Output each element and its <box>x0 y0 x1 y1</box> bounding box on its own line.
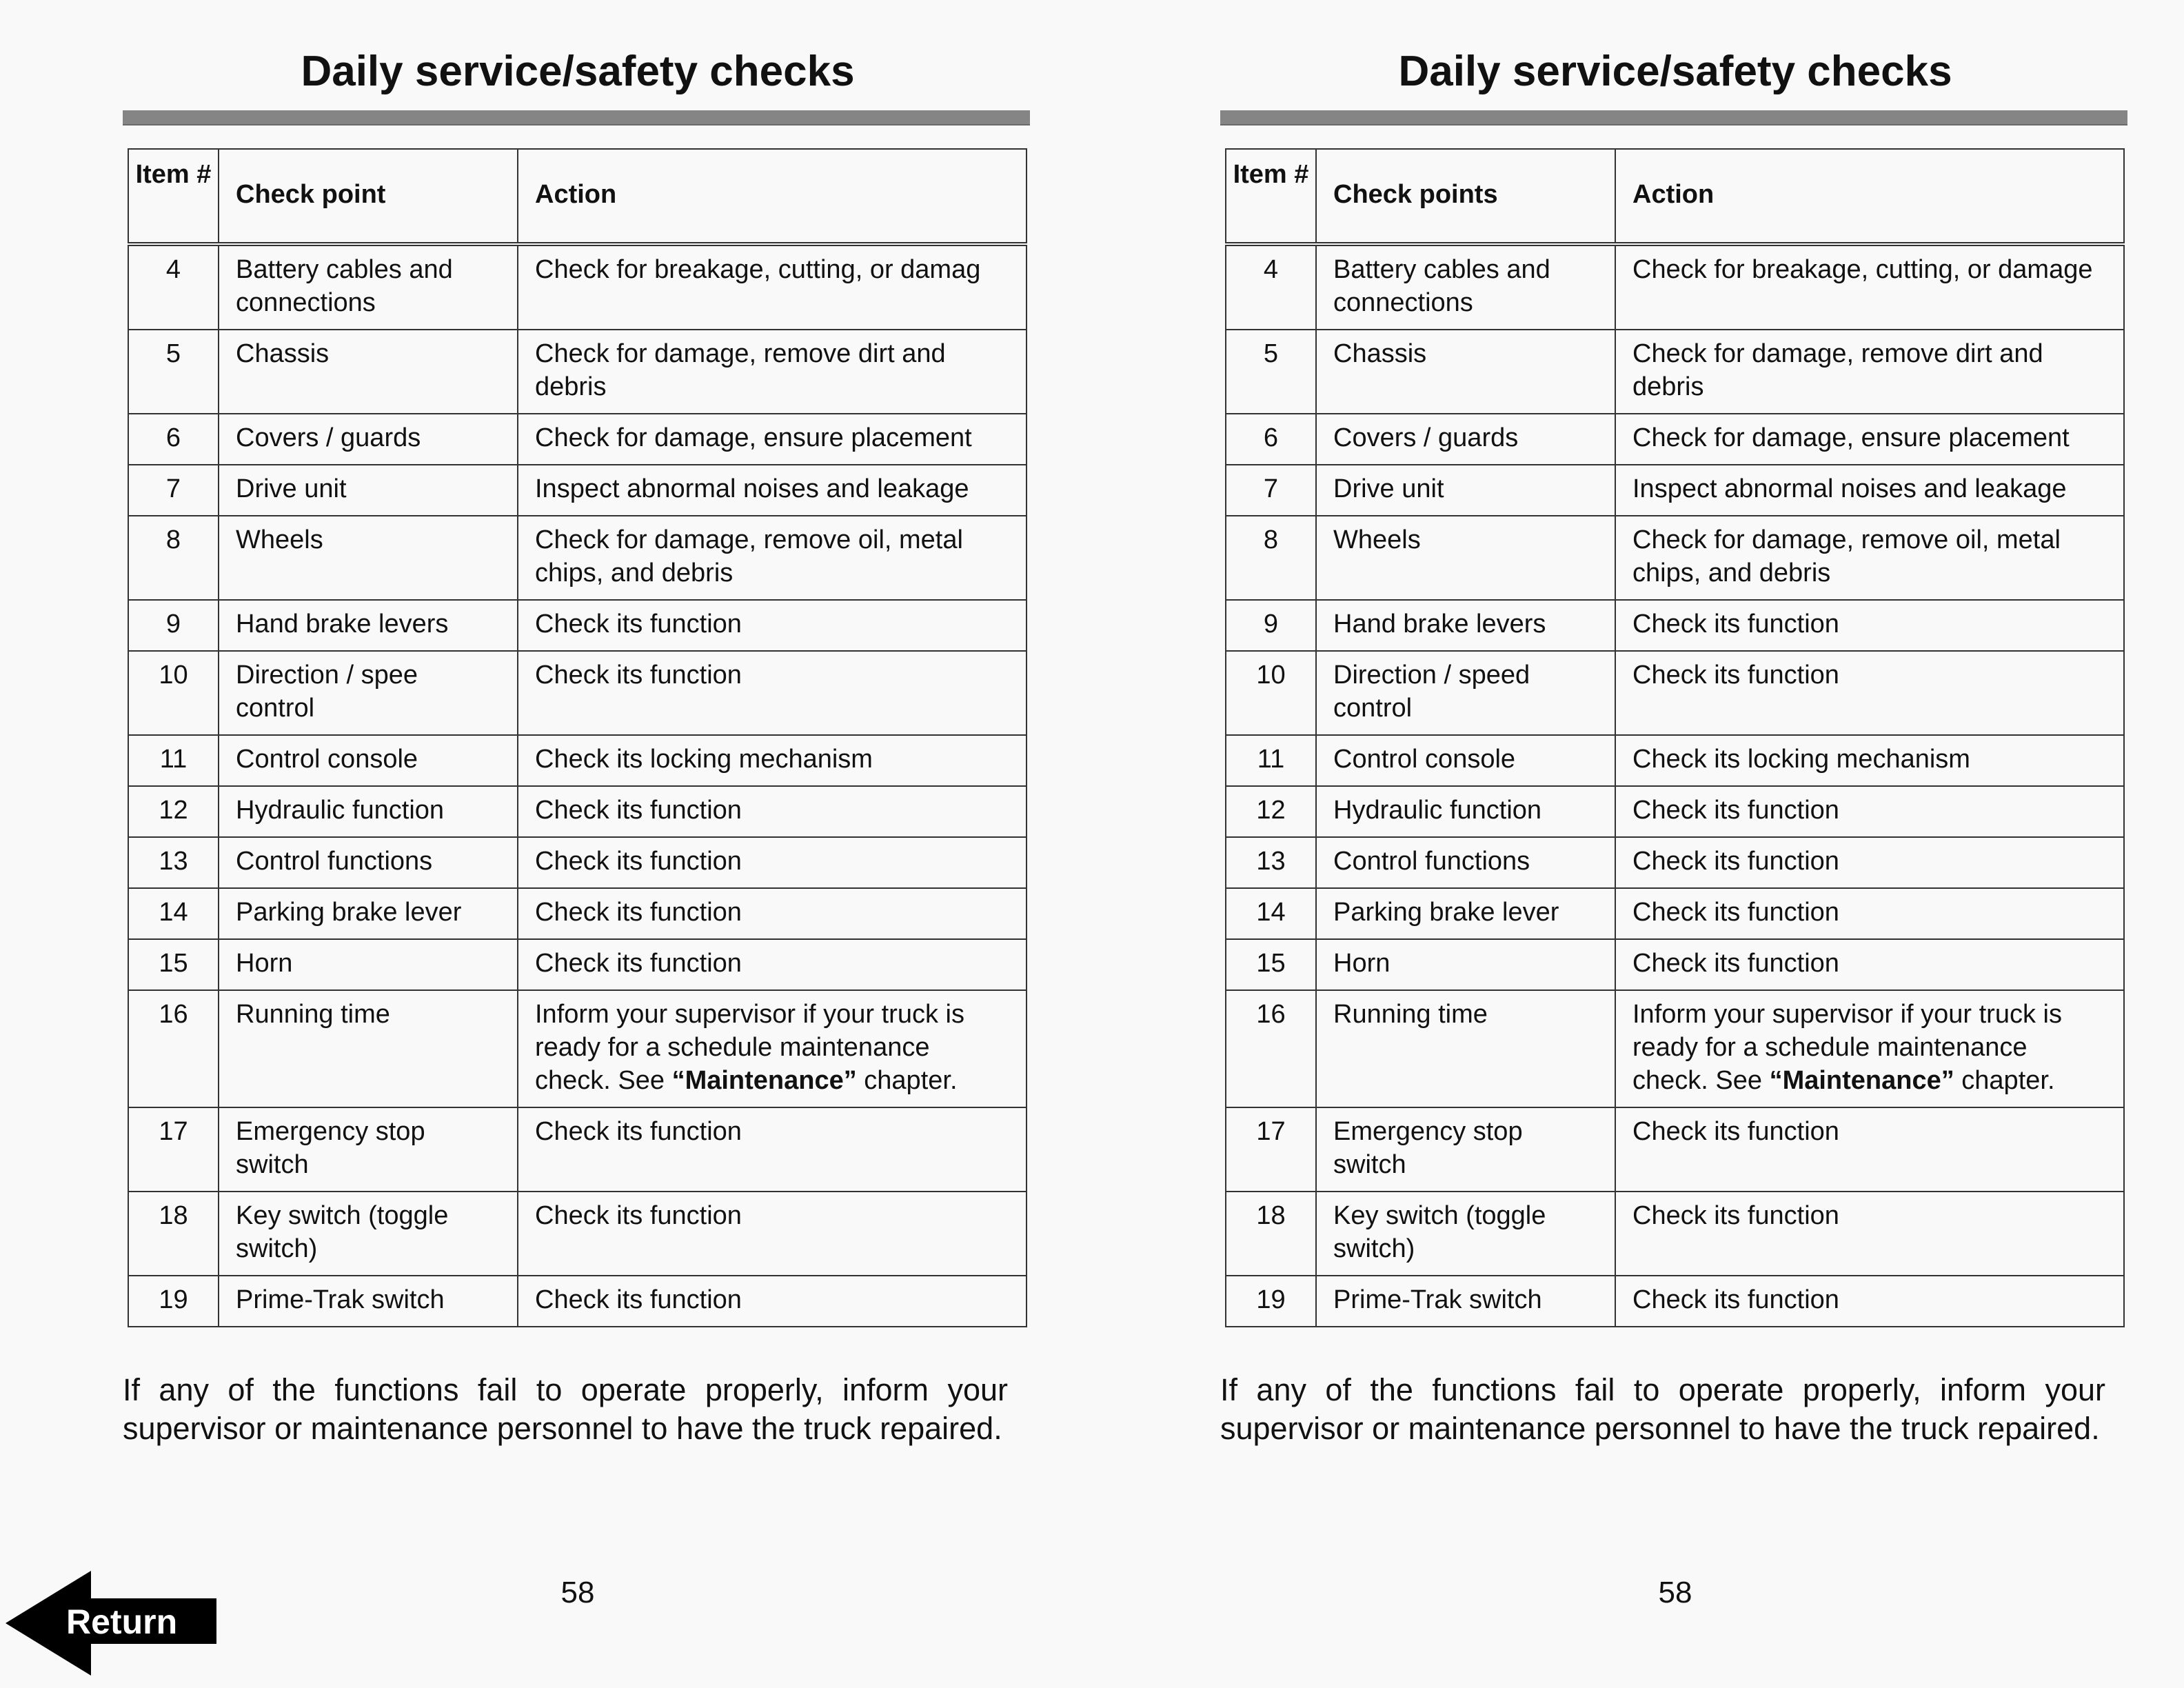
check-point-cell: Direction / spee control <box>219 651 518 735</box>
action-cell: Check its function <box>518 651 1027 735</box>
action-cell: Check its locking mechanism <box>518 735 1027 786</box>
header-action: Action <box>518 149 1027 244</box>
action-cell <box>1615 990 2124 1107</box>
action-cell <box>518 990 1027 1107</box>
item-number: 19 <box>1226 1276 1316 1327</box>
table-row <box>1226 888 2124 939</box>
action-cell: Check its function <box>1615 837 2124 888</box>
check-point-cell: Running time <box>219 990 518 1107</box>
action-text-end: chapter. <box>856 1066 958 1095</box>
check-point-cell: Wheels <box>219 516 518 600</box>
check-point-cell: Covers / guards <box>1316 414 1615 465</box>
table-row <box>1226 1192 2124 1276</box>
item-number: 13 <box>128 837 219 888</box>
item-number: 12 <box>128 786 219 837</box>
table-row <box>1226 516 2124 600</box>
page-title: Daily service/safety checks <box>1398 48 1952 95</box>
table-row <box>1226 1107 2124 1192</box>
return-button[interactable] <box>6 1571 219 1676</box>
item-number: 16 <box>1226 990 1316 1107</box>
return-label: Return <box>66 1602 178 1641</box>
item-number: 5 <box>128 330 219 414</box>
check-point-cell: Control console <box>1316 735 1615 786</box>
item-number: 12 <box>1226 786 1316 837</box>
action-cell: Check its function <box>518 1107 1027 1192</box>
table-row <box>128 1192 1027 1276</box>
check-point-cell: Battery cables and connections <box>1316 244 1615 330</box>
action-cell: Check for damage, remove dirt and debris <box>1615 330 2124 414</box>
action-cell: Check its function <box>518 1276 1027 1327</box>
table-row <box>128 837 1027 888</box>
action-cell: Check for damage, remove oil, metal chips, and debris <box>1615 516 2124 600</box>
check-point-cell: Direction / speed control <box>1316 651 1615 735</box>
action-cell: Check its function <box>518 786 1027 837</box>
table-row <box>128 990 1027 1107</box>
action-cell: Check for damage, ensure placement <box>518 414 1027 465</box>
action-text: Inform your supervisor if your truck is ready for a schedule maintenance check. See <box>1632 1000 2062 1095</box>
page-right <box>1220 0 2130 1688</box>
action-cell: Check its function <box>518 1192 1027 1276</box>
table-row <box>128 888 1027 939</box>
action-cell: Check its function <box>1615 600 2124 651</box>
action-cell: Inspect abnormal noises and leakage <box>518 465 1027 516</box>
table-row <box>128 516 1027 600</box>
item-number: 18 <box>128 1192 219 1276</box>
check-point-cell: Drive unit <box>219 465 518 516</box>
action-cell: Check its function <box>1615 1192 2124 1276</box>
check-point-cell: Chassis <box>219 330 518 414</box>
check-point-cell: Chassis <box>1316 330 1615 414</box>
item-number: 4 <box>1226 244 1316 330</box>
item-number: 17 <box>128 1107 219 1192</box>
item-number: 17 <box>1226 1107 1316 1192</box>
table-header <box>128 149 1027 244</box>
check-point-cell: Hydraulic function <box>1316 786 1615 837</box>
check-point-cell: Running time <box>1316 990 1615 1107</box>
table-row <box>128 244 1027 330</box>
table-row <box>128 414 1027 465</box>
check-point-cell: Hand brake levers <box>1316 600 1615 651</box>
header-check-point: Check point <box>219 149 518 244</box>
action-cell: Check its function <box>1615 939 2124 990</box>
table-row <box>1226 465 2124 516</box>
table-row <box>1226 414 2124 465</box>
table-row <box>1226 939 2124 990</box>
table-row <box>1226 330 2124 414</box>
maintenance-reference: “Maintenance” <box>1769 1066 1954 1095</box>
item-number: 6 <box>1226 414 1316 465</box>
table-row <box>1226 600 2124 651</box>
check-point-cell: Battery cables and connections <box>219 244 518 330</box>
check-point-cell: Hydraulic function <box>219 786 518 837</box>
item-number: 11 <box>128 735 219 786</box>
title-divider <box>123 110 1030 125</box>
check-point-cell: Horn <box>1316 939 1615 990</box>
action-cell: Check for breakage, cutting, or damage <box>1615 244 2124 330</box>
item-number: 8 <box>1226 516 1316 600</box>
failure-note: If any of the functions fail to operate properly, inform your supervisor or maintenance personnel to have the truck repaired. <box>1220 1372 2105 1446</box>
item-number: 11 <box>1226 735 1316 786</box>
action-cell: Inspect abnormal noises and leakage <box>1615 465 2124 516</box>
table-row <box>128 651 1027 735</box>
table-row <box>1226 1276 2124 1327</box>
check-point-cell: Emergency stop switch <box>219 1107 518 1192</box>
item-number: 10 <box>128 651 219 735</box>
check-point-cell: Horn <box>219 939 518 990</box>
header-check-point: Check points <box>1316 149 1615 244</box>
check-point-cell: Parking brake lever <box>219 888 518 939</box>
item-number: 9 <box>1226 600 1316 651</box>
table-row <box>128 600 1027 651</box>
check-point-cell: Covers / guards <box>219 414 518 465</box>
table-row <box>1226 651 2124 735</box>
action-cell: Check its locking mechanism <box>1615 735 2124 786</box>
header-item: Item # <box>128 149 219 244</box>
table-row <box>128 1276 1027 1327</box>
item-number: 14 <box>1226 888 1316 939</box>
action-cell: Check its function <box>1615 1107 2124 1192</box>
item-number: 13 <box>1226 837 1316 888</box>
table-header <box>1226 149 2124 244</box>
failure-note: If any of the functions fail to operate properly, inform your supervisor or maintenance personnel to have the truck repaired. <box>123 1372 1008 1446</box>
action-cell: Check for damage, remove oil, metal chips, and debris <box>518 516 1027 600</box>
action-cell: Check for damage, remove dirt and debris <box>518 330 1027 414</box>
table-row <box>1226 735 2124 786</box>
title-divider <box>1220 110 2127 125</box>
check-point-cell: Wheels <box>1316 516 1615 600</box>
action-cell: Check its function <box>518 600 1027 651</box>
table-row <box>1226 837 2124 888</box>
table-row <box>1226 786 2124 837</box>
page-title: Daily service/safety checks <box>301 48 855 95</box>
table-row <box>128 330 1027 414</box>
table-row <box>128 1107 1027 1192</box>
action-text: Inform your supervisor if your truck is ready for a schedule maintenance check. See <box>535 1000 964 1095</box>
check-point-cell: Parking brake lever <box>1316 888 1615 939</box>
item-number: 8 <box>128 516 219 600</box>
item-number: 18 <box>1226 1192 1316 1276</box>
check-point-cell: Control console <box>219 735 518 786</box>
item-number: 10 <box>1226 651 1316 735</box>
item-number: 5 <box>1226 330 1316 414</box>
action-text-end: chapter. <box>1954 1066 2055 1095</box>
page-left <box>123 0 1033 1688</box>
item-number: 9 <box>128 600 219 651</box>
item-number: 4 <box>128 244 219 330</box>
check-point-cell: Drive unit <box>1316 465 1615 516</box>
item-number: 14 <box>128 888 219 939</box>
action-cell: Check its function <box>1615 1276 2124 1327</box>
item-number: 6 <box>128 414 219 465</box>
checks-table <box>128 148 1027 1327</box>
item-number: 7 <box>1226 465 1316 516</box>
page-number: 58 <box>560 1576 595 1609</box>
item-number: 15 <box>1226 939 1316 990</box>
page-number: 58 <box>1658 1576 1692 1609</box>
item-number: 15 <box>128 939 219 990</box>
header-item: Item # <box>1226 149 1316 244</box>
table-row <box>1226 990 2124 1107</box>
item-number: 16 <box>128 990 219 1107</box>
check-point-cell: Prime-Trak switch <box>1316 1276 1615 1327</box>
check-point-cell: Key switch (toggle switch) <box>1316 1192 1615 1276</box>
table-row <box>128 465 1027 516</box>
header-action: Action <box>1615 149 2124 244</box>
table-row <box>128 786 1027 837</box>
action-cell: Check its function <box>1615 888 2124 939</box>
check-point-cell: Hand brake levers <box>219 600 518 651</box>
action-cell: Check for damage, ensure placement <box>1615 414 2124 465</box>
table-row <box>1226 244 2124 330</box>
action-cell: Check its function <box>1615 786 2124 837</box>
action-cell: Check its function <box>1615 651 2124 735</box>
checks-table <box>1225 148 2125 1327</box>
item-number: 19 <box>128 1276 219 1327</box>
check-point-cell: Prime-Trak switch <box>219 1276 518 1327</box>
maintenance-reference: “Maintenance” <box>671 1066 857 1095</box>
check-point-cell: Key switch (toggle switch) <box>219 1192 518 1276</box>
table-row <box>128 939 1027 990</box>
action-cell: Check its function <box>518 939 1027 990</box>
action-cell: Check for breakage, cutting, or damag <box>518 244 1027 330</box>
check-point-cell: Emergency stop switch <box>1316 1107 1615 1192</box>
item-number: 7 <box>128 465 219 516</box>
table-row <box>128 735 1027 786</box>
action-cell: Check its function <box>518 888 1027 939</box>
action-cell: Check its function <box>518 837 1027 888</box>
check-point-cell: Control functions <box>1316 837 1615 888</box>
check-point-cell: Control functions <box>219 837 518 888</box>
